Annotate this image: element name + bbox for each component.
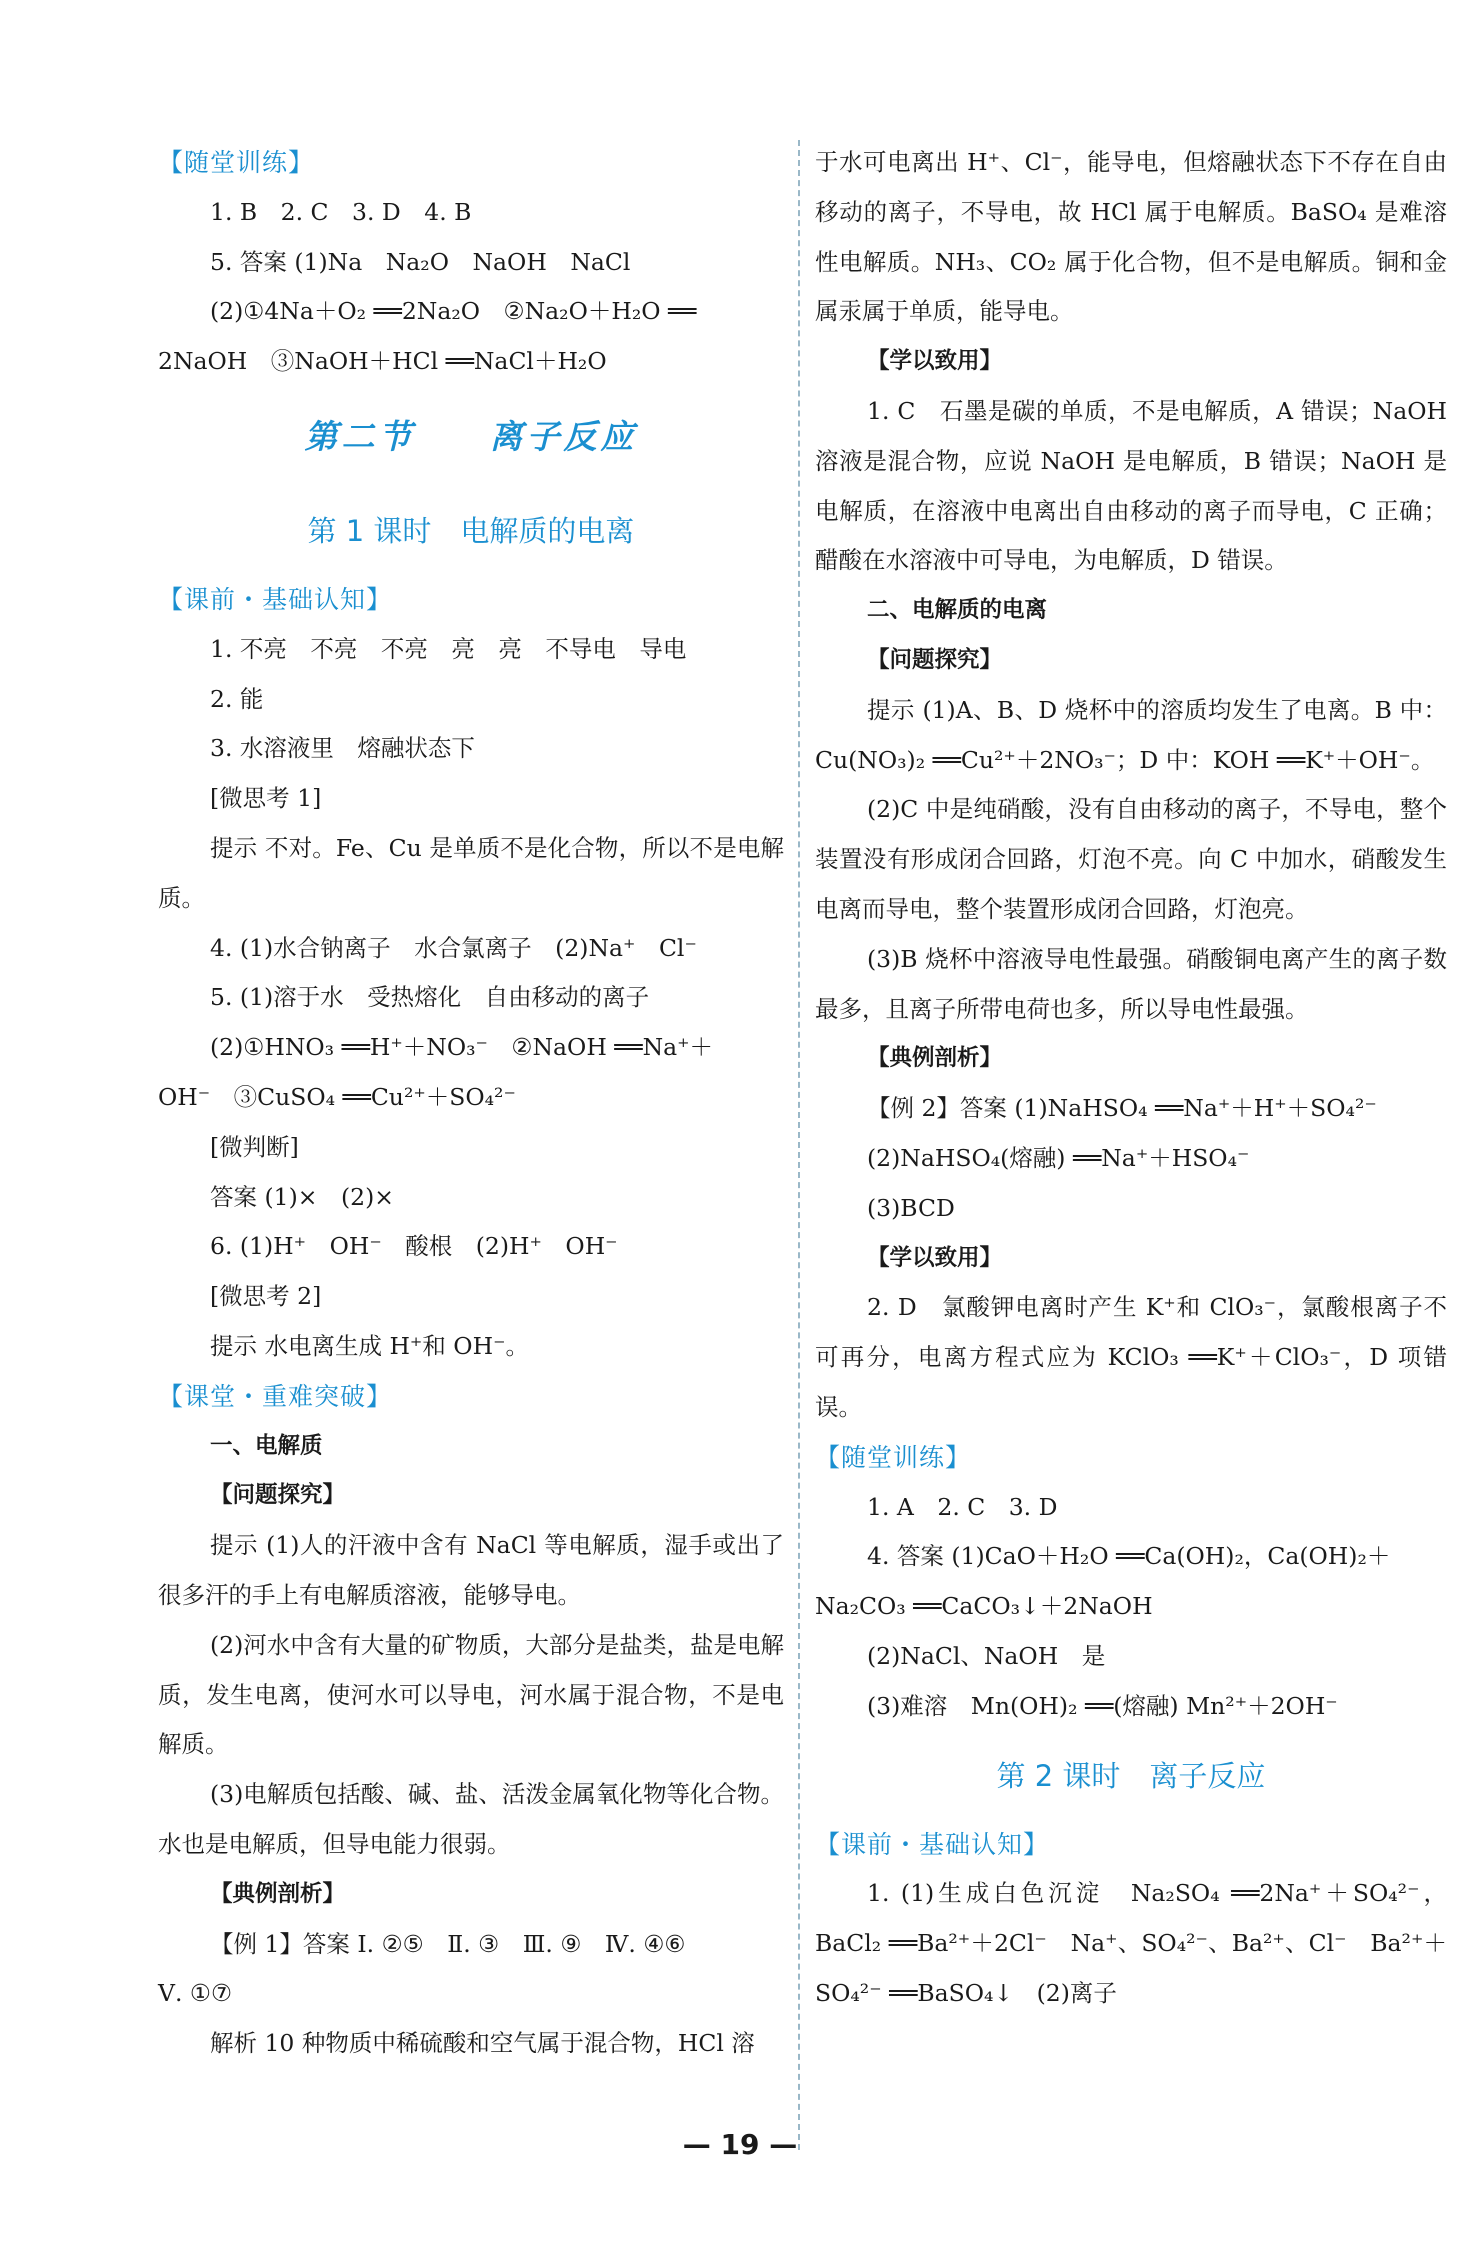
section-header: 【课前・基础认知】 <box>158 584 393 614</box>
subheading: 【典例剖析】 <box>867 1045 1003 1072</box>
subheading: 【学以致用】 <box>867 1244 1003 1271</box>
section-header: 【随堂训练】 <box>815 1442 972 1472</box>
answer-line: OH⁻ ③CuSO₄ ══Cu²⁺＋SO₄²⁻ <box>158 1082 516 1111</box>
subheading: [微思考 2] <box>210 1282 322 1311</box>
subheading: 一、电解质 <box>210 1432 323 1459</box>
right-column <box>815 138 1447 2019</box>
answer-line: 【例 2】答案 (1)NaHSO₄ ══Na⁺＋H⁺＋SO₄²⁻ <box>867 1094 1377 1123</box>
answer-paragraph: (2)河水中含有大量的矿物质，大部分是盐类，盐是电解质，发生电离，使河水可以导电，河水属于混合物，不是电解质。 <box>158 1630 784 1759</box>
answer-line: Na₂CO₃ ══CaCO₃↓＋2NaOH <box>815 1592 1153 1621</box>
answer-paragraph: 于水可电离出 H⁺、Cl⁻，能导电，但熔融状态下不存在自由移动的离子，不导电，故 HCl 属于电解质。BaSO₄ 是难溶性电解质。NH₃、CO₂ 属于化合物，但不是电解质。铜和金属汞属于单质，能导电。 <box>815 148 1447 326</box>
section-title: 第二节 离子反应 <box>304 416 638 456</box>
answer-line: 1. 不亮 不亮 不亮 亮 亮 不导电 导电 <box>210 634 687 663</box>
answer-line: (3)BCD <box>867 1193 955 1222</box>
answer-line: 提示 水电离生成 H⁺和 OH⁻。 <box>210 1331 529 1360</box>
subheading: 二、电解质的电离 <box>867 597 1048 624</box>
answer-line: 【例 1】答案 Ⅰ. ②⑤ Ⅱ. ③ Ⅲ. ⑨ Ⅳ. ④⑥ <box>210 1929 686 1958</box>
answer-paragraph: 1. C 石墨是碳的单质，不是电解质，A 错误；NaOH 溶液是混合物，应说 NaOH 是电解质，B 错误；NaOH 是电解质，在溶液中电离出自由移动的离子而导电，C 正确；醋酸在水溶液中可导电，为电解质，D 错误。 <box>815 396 1447 575</box>
answer-paragraph: (2)C 中是纯硝酸，没有自由移动的离子，不导电，整个装置没有形成闭合回路，灯泡不亮。向 C 中加水，硝酸发生电离而导电，整个装置形成闭合回路，灯泡亮。 <box>815 795 1447 923</box>
answer-paragraph: 提示 (1)A、B、D 烧杯中的溶质均发生了电离。B 中：Cu(NO₃)₂ ══Cu²⁺＋2NO₃⁻；D 中：KOH ══K⁺＋OH⁻。 <box>815 695 1447 774</box>
lesson-title: 第 2 课时 离子反应 <box>996 1758 1266 1793</box>
answer-line: 4. (1)水合钠离子 水合氯离子 (2)Na⁺ Cl⁻ <box>210 933 697 962</box>
answer-paragraph: 解析 10 种物质中稀硫酸和空气属于混合物，HCl 溶 <box>210 2029 755 2058</box>
answer-line: (3)难溶 Mn(OH)₂ ══(熔融) Mn²⁺＋2OH⁻ <box>867 1691 1338 1720</box>
section-header: 【随堂训练】 <box>158 148 315 177</box>
answer-line: 5. 答案 (1)Na Na₂O NaOH NaCl <box>210 247 631 276</box>
answer-paragraph: 提示 (1)人的汗液中含有 NaCl 等电解质，湿手或出了很多汗的手上有电解质溶液，能够导电。 <box>158 1531 784 1609</box>
column-divider <box>798 140 800 2150</box>
subheading: 【典例剖析】 <box>210 1880 346 1907</box>
answer-line: 2NaOH ③NaOH＋HCl ══NaCl＋H₂O <box>158 347 607 376</box>
answer-line: 答案 (1)× (2)× <box>210 1182 394 1211</box>
answer-line: 3. 水溶液里 熔融状态下 <box>210 734 475 763</box>
answer-line: Ⅴ. ①⑦ <box>158 1979 233 2008</box>
section-header: 【课堂・重难突破】 <box>158 1381 393 1411</box>
left-column <box>158 138 784 2069</box>
answer-line: 6. (1)H⁺ OH⁻ 酸根 (2)H⁺ OH⁻ <box>210 1232 618 1261</box>
section-header: 【课前・基础认知】 <box>815 1829 1050 1859</box>
answer-paragraph: 1. (1)生成白色沉淀 Na₂SO₄ ══2Na⁺＋SO₄²⁻，BaCl₂ ══Ba²⁺＋2Cl⁻ Na⁺、SO₄²⁻、Ba²⁺、Cl⁻ Ba²⁺＋SO₄²⁻ ══BaSO₄↓ (2)离子 <box>815 1879 1447 2007</box>
answer-line: (2)NaHSO₄(熔融) ══Na⁺＋HSO₄⁻ <box>867 1143 1250 1172</box>
answer-line: (2)①4Na＋O₂ ══2Na₂O ②Na₂O＋H₂O ══ <box>210 297 697 326</box>
subheading: [微判断] <box>210 1132 299 1161</box>
subheading: 【问题探究】 <box>867 646 1003 673</box>
answer-line: (2)①HNO₃ ══H⁺＋NO₃⁻ ②NaOH ══Na⁺＋ <box>210 1033 714 1062</box>
answer-paragraph: (3)B 烧杯中溶液导电性最强。硝酸铜电离产生的离子数最多，且离子所带电荷也多，所以导电性最强。 <box>815 944 1447 1023</box>
subheading: 【学以致用】 <box>867 348 1003 375</box>
answer-line: 2. 能 <box>210 684 264 713</box>
answer-line: 4. 答案 (1)CaO＋H₂O ══Ca(OH)₂，Ca(OH)₂＋ <box>867 1542 1391 1571</box>
lesson-title: 第 1 课时 电解质的电离 <box>307 513 635 548</box>
answer-paragraph: 提示 不对。Fe、Cu 是单质不是化合物，所以不是电解质。 <box>158 833 784 912</box>
answer-line: 1. B 2. C 3. D 4. B <box>210 197 472 226</box>
subheading: [微思考 1] <box>210 784 322 813</box>
subheading: 【问题探究】 <box>210 1482 346 1509</box>
page-number: — 19 — <box>682 2128 798 2161</box>
answer-paragraph: (3)电解质包括酸、碱、盐、活泼金属氧化物等化合物。水也是电解质，但导电能力很弱。 <box>158 1780 784 1858</box>
answer-line: 1. A 2. C 3. D <box>867 1492 1058 1521</box>
answer-line: 5. (1)溶于水 受热熔化 自由移动的离子 <box>210 983 650 1012</box>
answer-line: (2)NaCl、NaOH 是 <box>867 1641 1106 1670</box>
answer-paragraph: 2. D 氯酸钾电离时产生 K⁺和 ClO₃⁻，氯酸根离子不可再分，电离方程式应为 KClO₃ ══K⁺＋ClO₃⁻，D 项错误。 <box>815 1293 1447 1421</box>
